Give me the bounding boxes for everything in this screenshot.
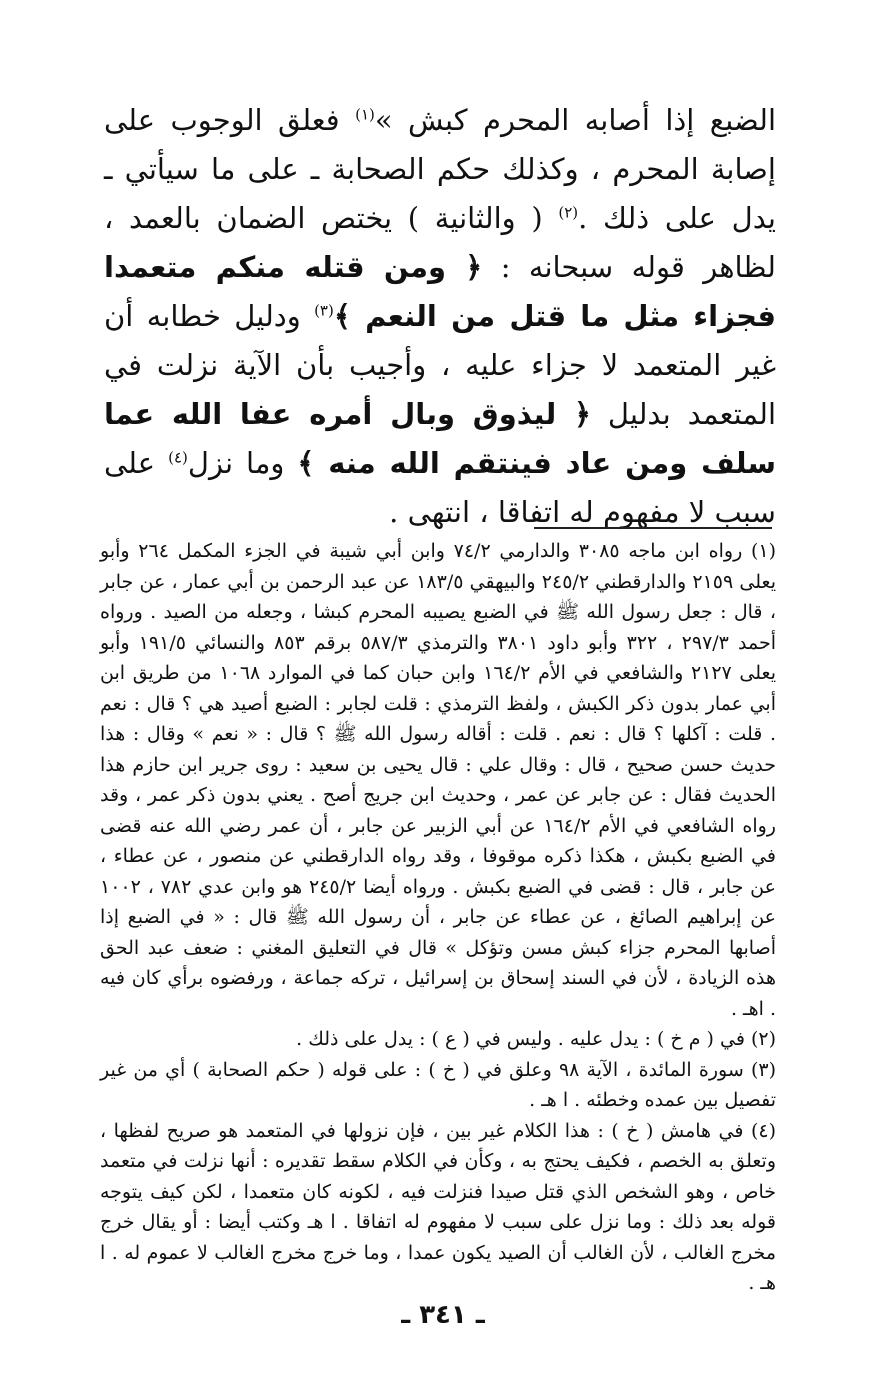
footnote-ref-2: (٢) — [558, 203, 579, 222]
footnotes — [100, 536, 776, 1299]
footnote-3: (٣) سورة المائدة ، الآية ٩٨ وعلق في ( خ ) : على قوله ( حكم الصحابة ) أي من غير تفصيل بين عمده وخطئه . ا هـ . — [100, 1058, 776, 1111]
main-text-run: ودليل خطابه أن غير المتعمد لا جزاء عليه ، وأجيب بأن الآية نزلت في المتعمد بدليل — [104, 299, 776, 431]
footnote-ref-3: (٣) — [314, 301, 334, 320]
footnote-4: (٤) في هامش ( خ ) : هذا الكلام غير بين ، فإن نزولها في المتعمد هو صريح لفظها ، وتعلق به الخصم ، فكيف يحتج به ، وكأن في الكلام سقط تقديره : أنها نزلت في متعمد خاص ، وهو الشخص الذي قتل صيدا فنزلت فيه ، لكونه كان متعمدا ، لكن كيف يتوجه قوله بعد ذلك : وما نزل على سبب لا مفهوم له اتفاقا . ا هـ وكتب أيضا : أو يقال خرج مخرج الغالب ، لأن الغالب أن الصيد يكون عمدا ، وما خرج مخرج الغالب لا عموم له . ا هـ . — [100, 1119, 776, 1294]
main-text-run: فعلق الوجوب على إصابة المحرم ، وكذلك حكم الصحابة ـ على ما سيأتي ـ يدل على ذلك . — [104, 103, 776, 235]
main-text — [104, 96, 776, 537]
page-number: ـ ٣٤١ ـ — [401, 1300, 485, 1330]
footnote-1: (١) رواه ابن ماجه ٣٠٨٥ والدارمي ٧٤/٢ وابن أبي شيبة في الجزء المكمل ٢٦٤ وأبو يعلى ٢١٥٩ والدارقطني ٢٤٥/٢ والبيهقي ١٨٣/٥ عن عبد الرحمن بن أبي عمار ، عن جابر ، قال : جعل رسول الله ﷺ في الضبع يصيبه المحرم كبشا ، وجعله من الصيد . ورواه أحمد ٢٩٧/٣ ، ٣٢٢ وأبو داود ٣٨٠١ والترمذي ٥٨٧/٣ برقم ٨٥٣ والنسائي ١٩١/٥ وأبو يعلى ٢١٢٧ والشافعي في الأم ١٦٤/٢ وابن حبان كما في الموارد ١٠٦٨ من طريق ابن أبي عمار بدون ذكر الكبش ، ولفظ الترمذي : قلت لجابر : الضبع أصيد هي ؟ قال : نعم . قلت : آكلها ؟ قال : نعم . قلت : أقاله رسول الله ﷺ ؟ قال : « نعم » وقال : هذا حديث حسن صحيح ، قال : وقال علي : قال يحيى بن سعيد : روى جرير ابن حازم هذا الحديث فقال : عن جابر عن عمر ، وحديث ابن جريج أصح . يعني بدون ذكر عمر ، وقد رواه الشافعي في الأم ١٦٤/٢ عن أبي الزبير عن جابر ، أن عمر رضي الله عنه قضى في الضبع بكبش ، هكذا ذكره موقوفا ، وقد رواه الدارقطني عن منصور ، عن عطاء ، عن جابر ، قال : قضى في الضبع بكبش . ورواه أيضا ٢٤٥/٢ هو وابن عدي ٧٨٢ ، ١٠٠٢ عن إبراهيم الصائغ ، عن عطاء عن جابر ، أن رسول الله ﷺ قال : « في الضبع إذا أصابها المحرم جزاء كبش مسن وتؤكل » قال في التعليق المغني : ضعف عبد الحق هذه الزيادة ، لأن في السند إسحاق بن إسرائيل ، تركه جماعة ، ورفضوه برأي كان فيه . اهـ . — [100, 540, 777, 1020]
footnote-2: (٢) في ( م خ ) : يدل عليه . وليس في ( ع ) : يدل على ذلك . — [296, 1028, 776, 1050]
main-paragraph — [104, 96, 776, 537]
main-text-run: الضبع إذا أصابه المحرم كبش » — [374, 103, 777, 137]
main-text-run: ( والثانية ) يختص الضمان بالعمد ، لظاهر قوله سبحانه : — [104, 201, 776, 284]
main-text-run: على سبب لا مفهوم له اتفاقا ، انتهى . — [104, 446, 776, 529]
quran-quote: ﴿ ليذوق وبال أمره عفا الله عما سلف ومن عاد فينتقم الله منه ﴾ — [104, 397, 777, 480]
main-text-run: وما نزل — [187, 446, 298, 480]
footnote-separator — [534, 527, 772, 529]
footnote-ref-4: (٤) — [168, 448, 188, 467]
quran-quote: ﴿ ومن قتله منكم متعمدا فجزاء مثل ما قتل من النعم ﴾ — [104, 250, 776, 333]
footnote-ref-1: (١) — [355, 105, 375, 124]
